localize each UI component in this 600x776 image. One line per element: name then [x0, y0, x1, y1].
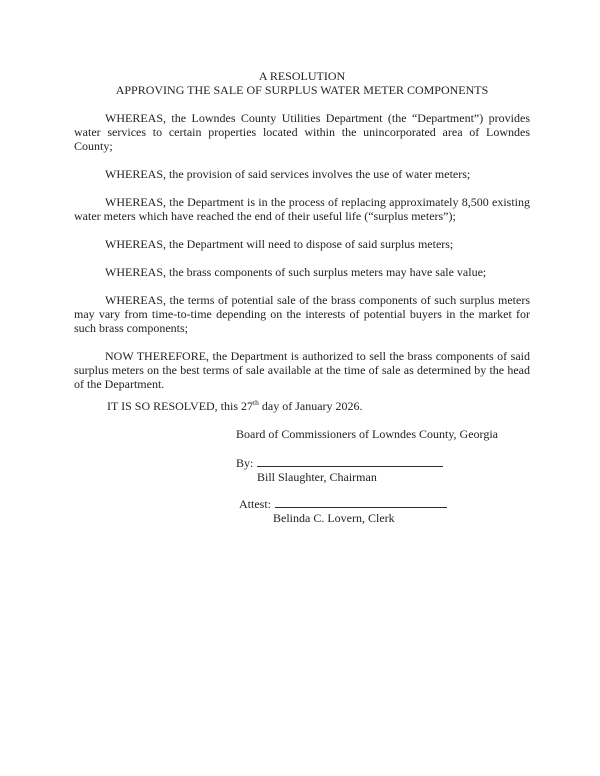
- attest-signature-row: [239, 496, 530, 511]
- resolved-line: [74, 399, 530, 413]
- ordinal-suffix: th: [253, 398, 259, 407]
- whereas-paragraph-2: WHEREAS, the provision of said services involves the use of water meters;: [105, 167, 471, 181]
- attest-signature-line: [275, 496, 447, 508]
- whereas-paragraph-6: WHEREAS, the terms of potential sale of the brass components of such surplus meters may vary from time-to-time depending on the interests of potential buyers in the market for such brass components;: [74, 293, 530, 335]
- document-title: [74, 69, 530, 97]
- chairman-name: Bill Slaughter, Chairman: [257, 470, 377, 484]
- title-line-1: A RESOLUTION: [258, 69, 346, 83]
- by-label: By:: [236, 456, 254, 470]
- whereas-paragraph-1: WHEREAS, the Lowndes County Utilities Department (the “Department”) provides water services to certain properties located within the unincorporated area of Lowndes County;: [74, 111, 530, 153]
- whereas-paragraph-3: WHEREAS, the Department is in the process of replacing approximately 8,500 existing water meters which have reached the end of their useful life (“surplus meters”);: [74, 195, 530, 223]
- signature-organization: Board of Commissioners of Lowndes County, Georgia: [236, 427, 498, 441]
- by-signature-row: [236, 455, 530, 470]
- clerk-name: Belinda C. Lovern, Clerk: [273, 511, 395, 525]
- by-signature-line: [257, 455, 443, 467]
- resolved-date: day of January 2026.: [258, 399, 363, 413]
- attest-label: Attest:: [239, 497, 271, 511]
- now-therefore-paragraph: NOW THEREFORE, the Department is authorized to sell the brass components of said surplus meters on the best terms of sale available at the time of sale as determined by the head of the Department.: [74, 349, 530, 391]
- whereas-paragraph-5: WHEREAS, the brass components of such surplus meters may have sale value;: [105, 265, 487, 279]
- signature-block: [236, 427, 530, 525]
- whereas-paragraph-4: WHEREAS, the Department will need to dispose of said surplus meters;: [105, 237, 454, 251]
- resolved-text: IT IS SO RESOLVED, this 27: [107, 399, 254, 413]
- title-line-2: APPROVING THE SALE OF SURPLUS WATER METER COMPONENTS: [115, 83, 489, 97]
